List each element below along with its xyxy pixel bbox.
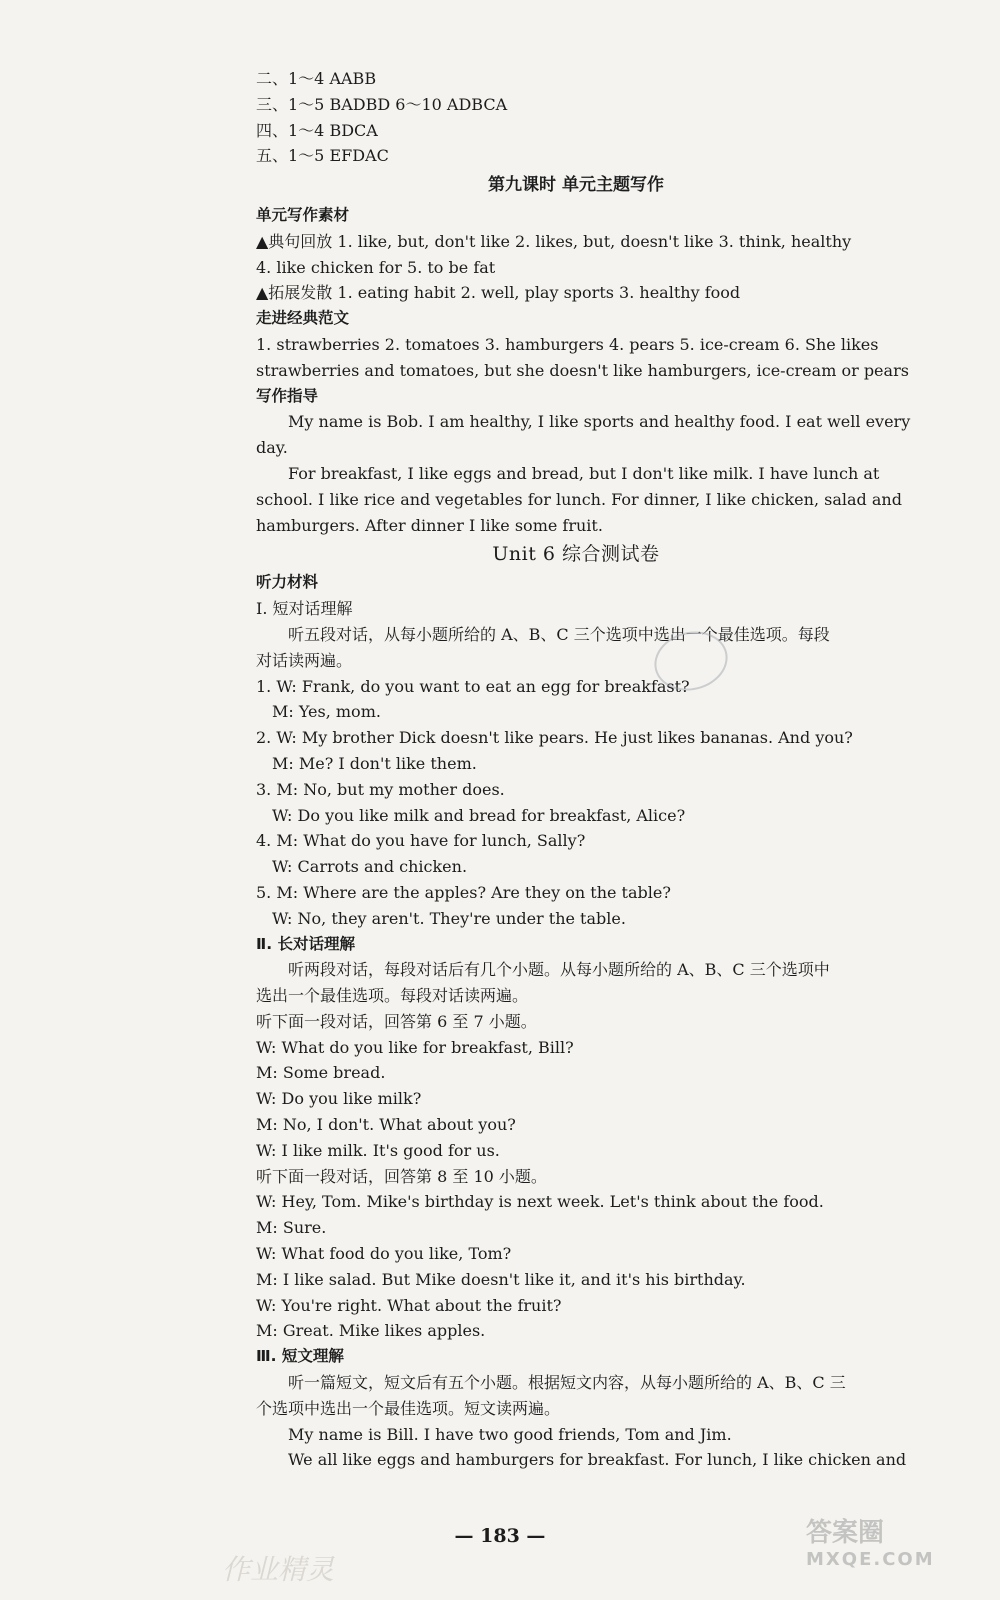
logo-watermark [806,1512,935,1570]
text-line: W: No, they aren't. They're under the table. [272,908,626,928]
handwritten-watermark: 作业精灵 [222,1553,335,1586]
text-line: M: Some bread. [256,1063,386,1083]
text-line: 听下面一段对话，回答第 6 至 7 小题。 [256,1011,537,1031]
text-line: W: What food do you like, Tom? [256,1244,512,1264]
text-line: W: Hey, Tom. Mike's birthday is next week. Let's think about the food. [256,1192,824,1212]
section-title: 第九课时 单元主题写作 [488,175,664,196]
text-line: My name is Bob. I am healthy, I like sports and healthy food. I eat well every [288,412,911,432]
text-line: 1. W: Frank, do you want to eat an egg for breakfast? [256,676,690,696]
text-line: 4. like chicken for 5. to be fat [256,257,496,277]
text-line: 对话读两遍。 [256,650,353,670]
text-line: 选出一个最佳选项。每段对话读两遍。 [256,986,529,1006]
section-heading: 听力材料 [256,573,319,592]
section-heading: 写作指导 [256,386,319,405]
section-heading: 单元写作素材 [256,205,350,224]
text-line: W: You're right. What about the fruit? [256,1295,562,1315]
logo-watermark-url: MXQE.COM [806,1549,935,1570]
text-line: 5. M: Where are the apples? Are they on the table? [256,882,671,902]
text-line: 3. M: No, but my mother does. [256,779,505,799]
text-line: M: No, I don't. What about you? [256,1115,516,1135]
text-line: 听两段对话，每段对话后有几个小题。从每小题所给的 A、B、C 三个选项中 [288,960,830,980]
text-line: school. I like rice and vegetables for lunch. For dinner, I like chicken, salad and [256,489,902,509]
text-line: My name is Bill. I have two good friends, Tom and Jim. [288,1424,732,1444]
text-line: Ⅰ. 短对话理解 [256,599,353,619]
section-heading: Ⅲ. 短文理解 [256,1347,344,1366]
page-number: — 183 — [454,1525,546,1547]
text-line: 二、1～4 AABB [256,69,377,88]
text-line: W: Do you like milk and bread for breakfast, Alice? [272,805,686,825]
text-line: day. [256,438,288,458]
text-line: 三、1～5 BADBD 6～10 ADBCA [256,94,508,114]
text-line: ▲拓展发散 1. eating habit 2. well, play sports 3. healthy food [256,283,741,303]
text-line: W: I like milk. It's good for us. [256,1140,500,1160]
logo-watermark-text: 答案圈 [806,1518,885,1548]
text-line: 1. strawberries 2. tomatoes 3. hamburgers 4. pears 5. ice-cream 6. She likes [256,334,879,354]
text-line: M: I like salad. But Mike doesn't like it, and it's his birthday. [256,1269,746,1289]
text-line: 个选项中选出一个最佳选项。短文读两遍。 [256,1398,561,1418]
text-line: W: Carrots and chicken. [272,857,468,877]
page-content [256,66,911,1473]
text-line: strawberries and tomatoes, but she doesn't like hamburgers, ice-cream or pears [256,360,909,380]
text-line: W: What do you like for breakfast, Bill? [256,1037,574,1057]
text-line: hamburgers. After dinner I like some fruit. [256,515,603,535]
section-heading: Ⅱ. 长对话理解 [256,934,355,953]
text-line: 五、1～5 EFDAC [256,146,389,166]
section-heading: 走进经典范文 [256,309,350,328]
text-line: 4. M: What do you have for lunch, Sally? [256,831,586,851]
text-line: M: Me? I don't like them. [272,753,477,773]
text-line: 2. W: My brother Dick doesn't like pears. He just likes bananas. And you? [256,728,853,748]
text-line: 听五段对话，从每小题所给的 A、B、C 三个选项中选出一个最佳选项。每段 [288,624,830,644]
text-line: M: Sure. [256,1218,327,1238]
text-line: 听下面一段对话，回答第 8 至 10 小题。 [256,1166,547,1186]
text-line: M: Yes, mom. [272,702,381,722]
text-line: For breakfast, I like eggs and bread, but I don't like milk. I have lunch at [288,463,880,483]
section-title: Unit 6 综合测试卷 [492,543,660,566]
text-line: 听一篇短文，短文后有五个小题。根据短文内容，从每小题所给的 A、B、C 三 [288,1373,846,1393]
text-line: M: Great. Mike likes apples. [256,1321,486,1341]
text-line: W: Do you like milk? [256,1089,422,1109]
text-line: ▲典句回放 1. like, but, don't like 2. likes, but, doesn't like 3. think, healthy [256,231,852,251]
text-line: 四、1～4 BDCA [256,120,378,140]
text-line: We all like eggs and hamburgers for breakfast. For lunch, I like chicken and [288,1450,907,1470]
